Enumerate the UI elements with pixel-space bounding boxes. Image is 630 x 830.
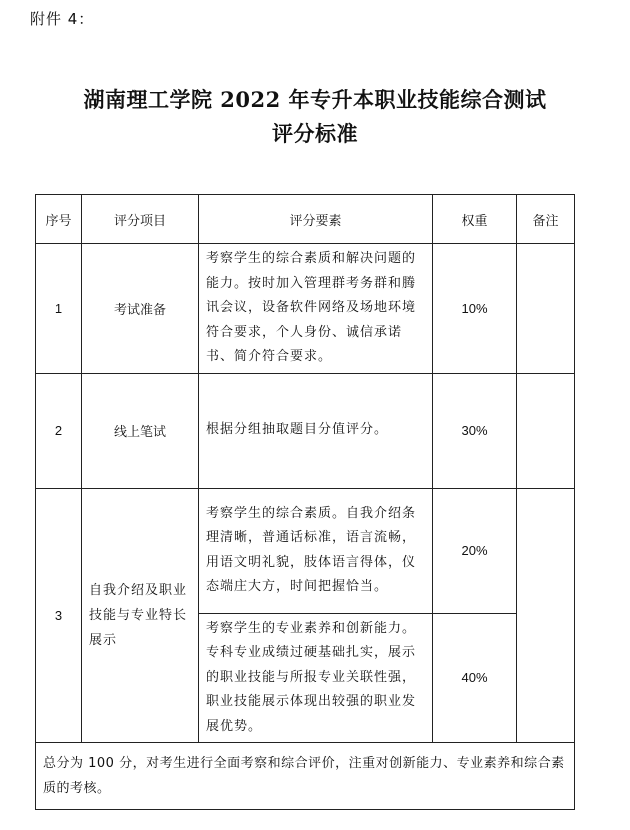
header-index: 序号	[36, 195, 82, 244]
table-row	[36, 244, 575, 374]
row-note	[517, 488, 575, 743]
row-weight: 20%	[433, 488, 517, 613]
row-requirement: 根据分组抽取题目分值评分。	[199, 373, 433, 488]
header-item: 评分项目	[82, 195, 199, 244]
row-requirement: 考察学生的综合素质和解决问题的能力。按时加入管理群考务群和腾讯会议，设备软件网络及场地环境符合要求，个人身份、诚信承诺书、简介符合要求。	[199, 244, 433, 374]
header-requirement: 评分要素	[199, 195, 433, 244]
row-weight: 10%	[433, 244, 517, 374]
row-item: 线上笔试	[82, 373, 199, 488]
row-index: 1	[36, 244, 82, 374]
document-title: 湖南理工学院 2022 年专升本职业技能综合测试	[83, 87, 547, 112]
row-weight: 40%	[433, 613, 517, 743]
attachment-label: 附件 4：	[30, 10, 95, 28]
row-note	[517, 244, 575, 374]
header-note: 备注	[517, 195, 575, 244]
footer-row	[36, 743, 575, 810]
row-index: 2	[36, 373, 82, 488]
row-requirement: 考察学生的综合素质。自我介绍条理清晰，普通话标准，语言流畅，用语文明礼貌，肢体语言得体，仪态端庄大方，时间把握恰当。	[199, 488, 433, 613]
table-row	[36, 488, 575, 613]
scoring-table	[35, 194, 575, 810]
row-item: 考试准备	[82, 244, 199, 374]
row-index: 3	[36, 488, 82, 743]
header-weight: 权重	[433, 195, 517, 244]
header-row	[36, 195, 575, 244]
row-note	[517, 373, 575, 488]
table-row	[36, 373, 575, 488]
row-weight: 30%	[433, 373, 517, 488]
row-requirement: 考察学生的专业素养和创新能力。专科专业成绩过硬基础扎实，展示的职业技能与所报专业关联性强，职业技能展示体现出较强的职业发展优势。	[199, 613, 433, 743]
footer-note: 总分为 100 分，对考生进行全面考察和综合评价，注重对创新能力、专业素养和综合素质的考核。	[36, 743, 575, 810]
row-item: 自我介绍及职业技能与专业特长展示	[82, 488, 199, 743]
document-subtitle: 评分标准	[272, 121, 358, 146]
